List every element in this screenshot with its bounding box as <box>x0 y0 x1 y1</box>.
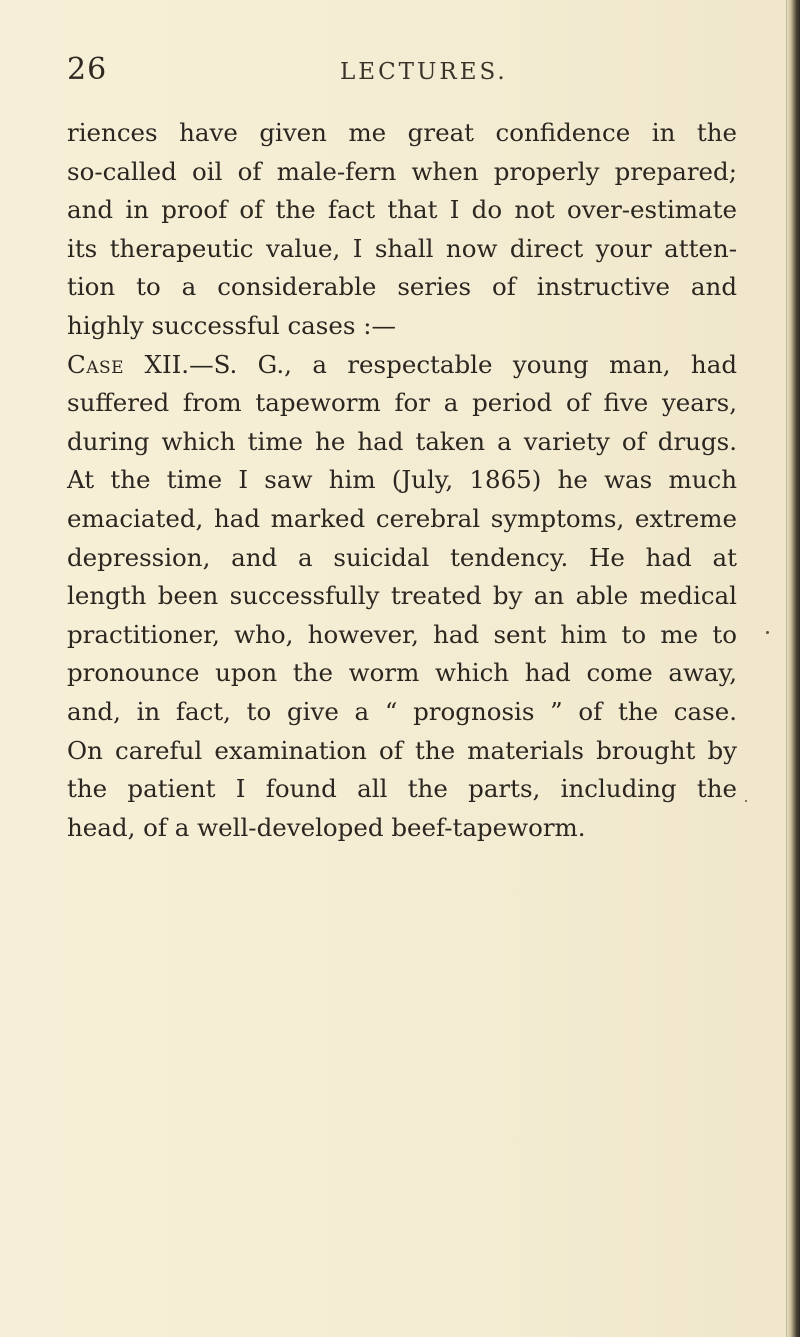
text-line: highly successful cases :— <box>67 310 396 340</box>
text-line: On careful examination of the materials brought by <box>67 735 737 765</box>
paper-speck <box>745 800 747 802</box>
text-line: length been successfully treated by an able medical <box>67 581 737 611</box>
page-header <box>0 52 800 92</box>
body-text <box>67 114 737 847</box>
running-head: LECTURES. <box>340 59 508 85</box>
text-line: depression, and a suicidal tendency. He had at <box>67 542 737 572</box>
text-line: and, in fact, to give a “ prognosis ” of the case. <box>67 696 737 726</box>
text-line: its therapeutic value, I shall now direct your atten- <box>67 233 737 263</box>
text-line: head, of a well-developed beef-tapeworm. <box>67 812 586 842</box>
text-line: during which time he had taken a variety of drugs. <box>67 426 737 456</box>
text-line: At the time I saw him (July, 1865) he was much <box>67 465 737 495</box>
text-line: and in proof of the fact that I do not over-estimate <box>67 195 737 225</box>
text-line: the patient I found all the parts, including the <box>67 774 737 804</box>
text-line: pronounce upon the worm which had come away, <box>67 658 737 688</box>
text-line: riences have given me great confidence in the <box>67 118 737 147</box>
page-number: 26 <box>67 52 108 87</box>
case-label: Case <box>67 349 125 379</box>
paper-speck <box>766 631 769 634</box>
text-line: emaciated, had marked cerebral symptoms, extreme <box>67 503 737 533</box>
page-binding-edge <box>786 0 800 1337</box>
case-heading-line <box>67 346 737 385</box>
text-line: suffered from tapeworm for a period of five years, <box>67 388 737 418</box>
text-line: practitioner, who, however, had sent him to me to <box>67 619 737 649</box>
text-line: so-called oil of male-fern when properly prepared; <box>67 156 737 186</box>
page-edge-line <box>786 0 787 1337</box>
case-line-text: XII.—S. G., a respectable young man, had <box>144 349 737 379</box>
text-line: tion to a considerable series of instructive and <box>67 272 737 302</box>
